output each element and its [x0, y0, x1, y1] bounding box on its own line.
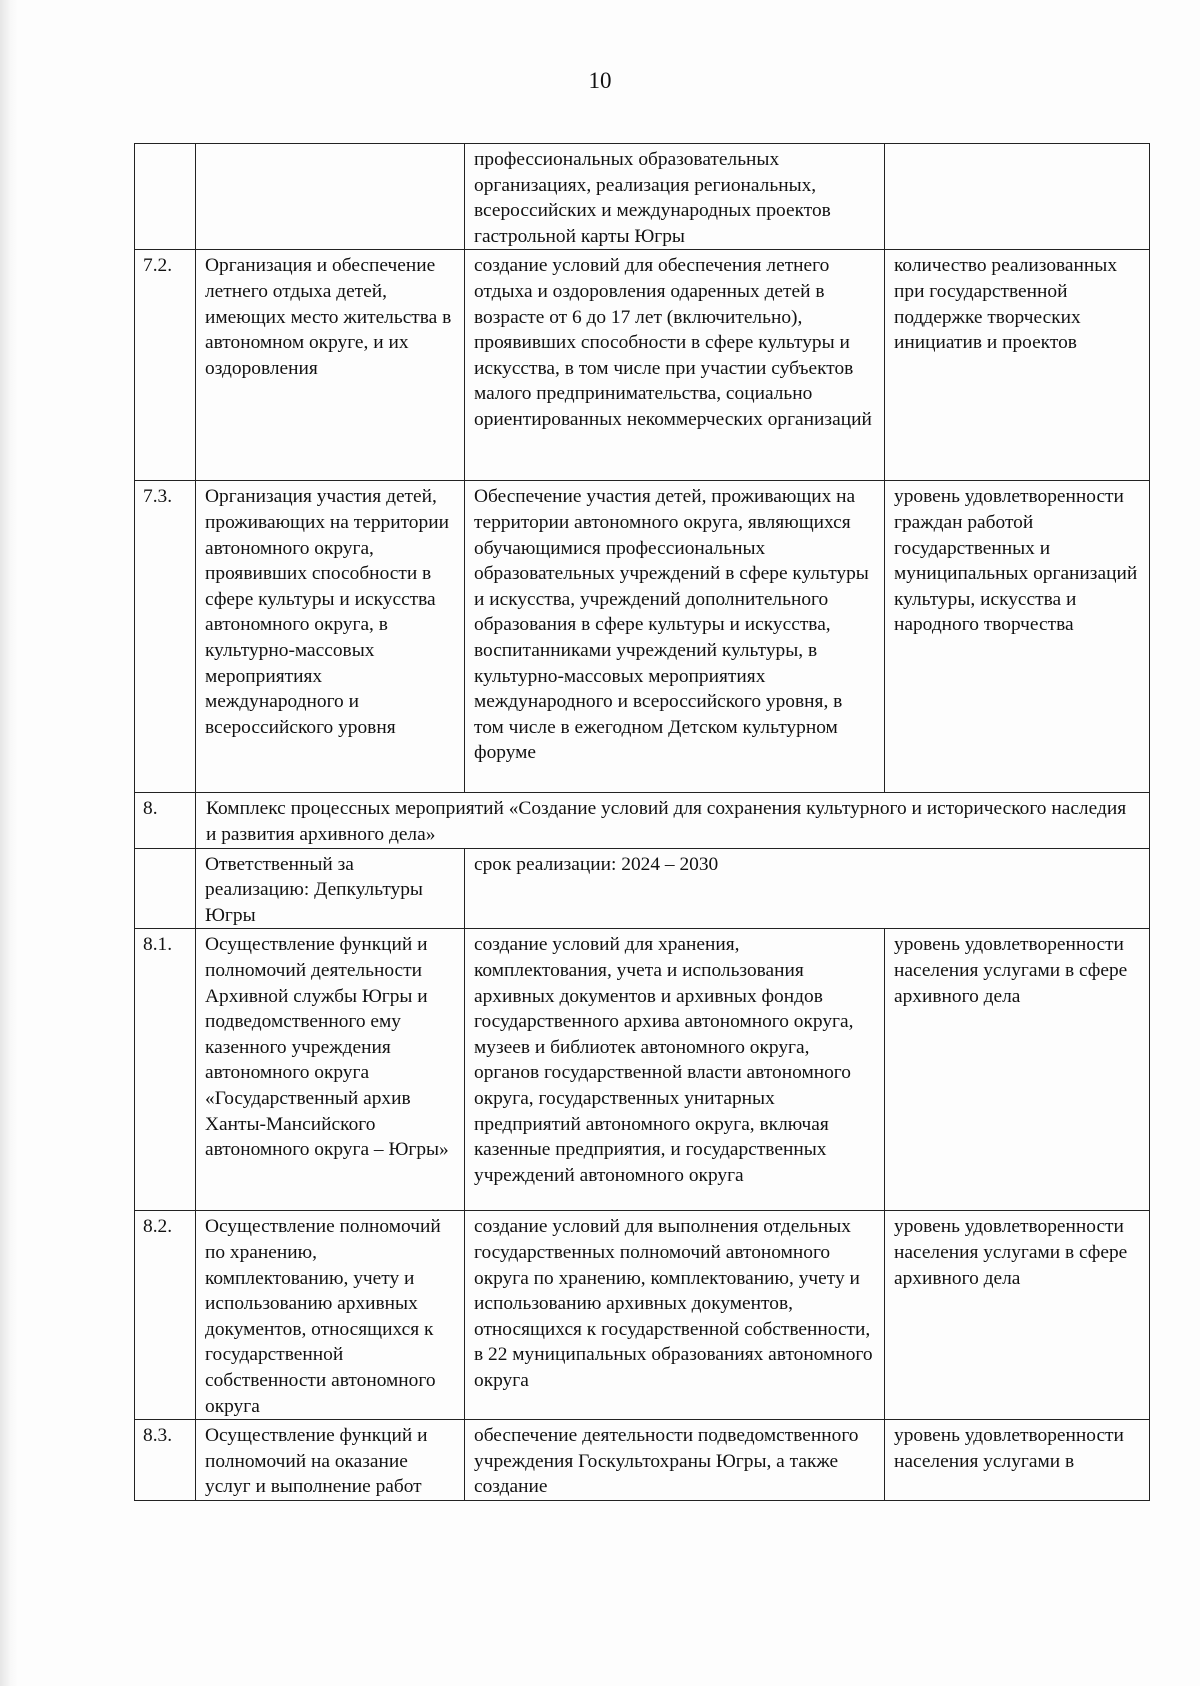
row-number: 8.3.: [135, 1420, 196, 1501]
table-row: [135, 144, 1150, 250]
activity-cell: Осуществление полномочий по хранению, комплектованию, учету и использованию архивных документов, относящихся к государственной собственности автономного округа: [196, 1211, 465, 1420]
indicator-cell: уровень удовлетворенности населения услугами в сфере архивного дела: [885, 1211, 1150, 1420]
indicator-cell: уровень удовлетворенности населения услугами в: [885, 1420, 1150, 1501]
table-row: [135, 929, 1150, 1211]
task-cell: профессиональных образовательных организациях, реализация региональных, всероссийских и международных проектов гастрольной карты Югры: [465, 144, 885, 250]
responsible-cell: Ответственный за реализацию: Депкультуры Югры: [196, 848, 465, 929]
indicator-cell: количество реализованных при государственной поддержке творческих инициатив и проектов: [885, 250, 1150, 481]
row-number: [135, 848, 196, 929]
row-number: [135, 144, 196, 250]
table-row: [135, 250, 1150, 481]
row-number: 7.2.: [135, 250, 196, 481]
complex-title: Комплекс процессных мероприятий «Создание условий для сохранения культурного и исторического наследия и развития архивного дела»: [196, 793, 1150, 848]
task-cell: создание условий для обеспечения летнего отдыха и оздоровления одаренных детей в возрасте от 6 до 17 лет (включительно), проявивших способности в сфере культуры и искусства, в том числе при участии субъектов малого предпринимательства, социально ориентированных некоммерческих организаций: [465, 250, 885, 481]
task-cell: обеспечение деятельности подведомственного учреждения Госкультохраны Югры, а также создание: [465, 1420, 885, 1501]
indicator-cell: уровень удовлетворенности населения услугами в сфере архивного дела: [885, 929, 1150, 1211]
table-row: [135, 1211, 1150, 1420]
term-cell: срок реализации: 2024 – 2030: [465, 848, 1150, 929]
table-row: [135, 1420, 1150, 1501]
scan-edge: [0, 0, 18, 1686]
indicator-cell: [885, 144, 1150, 250]
activity-cell: Осуществление функций и полномочий на оказание услуг и выполнение работ: [196, 1420, 465, 1501]
page-number: 10: [588, 68, 612, 93]
indicator-cell: уровень удовлетворенности граждан работой государственных и муниципальных организаций культуры, искусства и народного творчества: [885, 481, 1150, 793]
row-number: 7.3.: [135, 481, 196, 793]
row-number: 8.1.: [135, 929, 196, 1211]
program-activities-table: [134, 143, 1150, 1501]
activity-cell: Организация и обеспечение летнего отдыха детей, имеющих место жительства в автономном округе, и их оздоровления: [196, 250, 465, 481]
responsible-row: [135, 848, 1150, 929]
task-cell: создание условий для хранения, комплектования, учета и использования архивных документов и архивных фондов государственного архива автономного округа, музеев и библиотек автономного округа, органов государственной власти автономного округа, государственных унитарных предприятий автономного округа, включая казенные предприятия, и государственных учреждений автономного округа: [465, 929, 885, 1211]
activity-cell: [196, 144, 465, 250]
row-number: 8.2.: [135, 1211, 196, 1420]
task-cell: создание условий для выполнения отдельных государственных полномочий автономного округа по хранению, комплектованию, учету и использованию архивных документов, относящихся к государственной собственности, в 22 муниципальных образованиях автономного округа: [465, 1211, 885, 1420]
activity-cell: Организация участия детей, проживающих на территории автономного округа, проявивших способности в сфере культуры и искусства автономного округа, в культурно-массовых мероприятиях международного и всероссийского уровня: [196, 481, 465, 793]
task-cell: Обеспечение участия детей, проживающих на территории автономного округа, являющихся обучающимися профессиональных образовательных учреждений в сфере культуры и искусства, учреждений дополнительного образования в сфере культуры и искусства, воспитанниками учреждений культуры, в культурно-массовых мероприятиях международного и всероссийского уровня, в том числе в ежегодном Детском культурном форуме: [465, 481, 885, 793]
complex-header-row: [135, 793, 1150, 848]
table-row: [135, 481, 1150, 793]
row-number: 8.: [135, 793, 196, 848]
activity-cell: Осуществление функций и полномочий деятельности Архивной службы Югры и подведомственного ему казенного учреждения автономного округа «Государственный архив Ханты-Мансийского автономного округа – Югры»: [196, 929, 465, 1211]
